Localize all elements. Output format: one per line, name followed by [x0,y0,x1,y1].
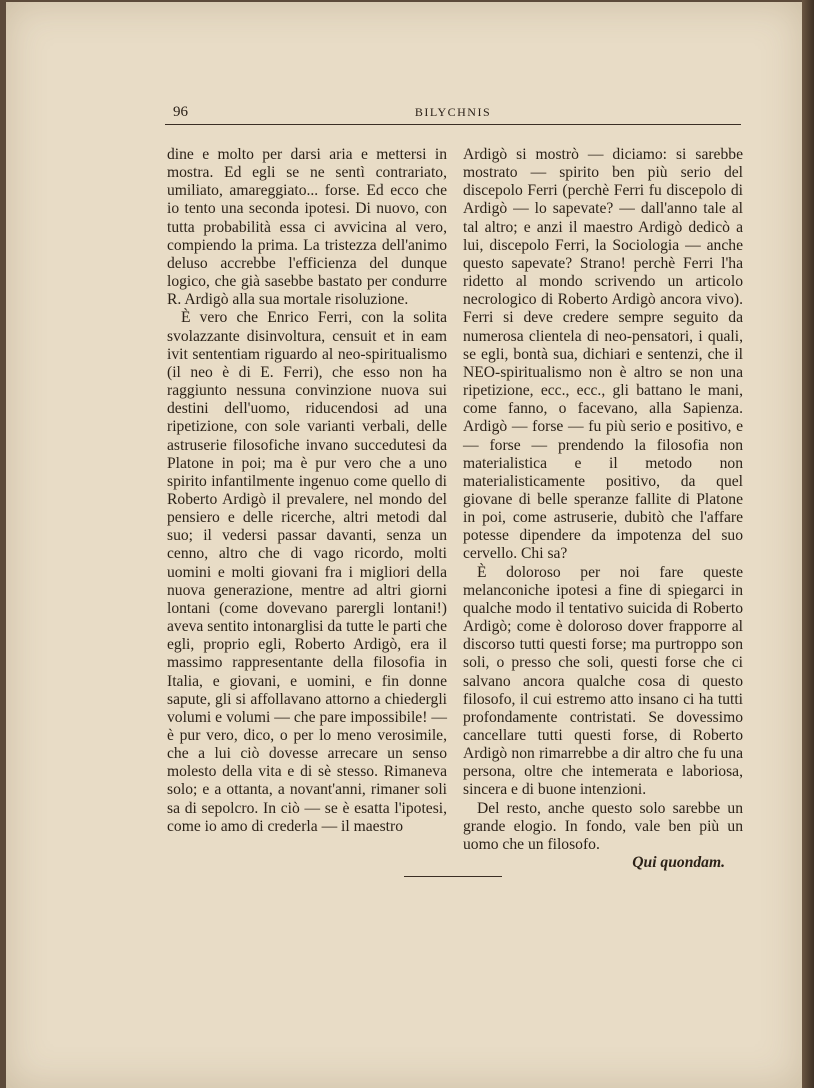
paragraph: Del resto, anche questo solo sarebbe un grande elogio. In fondo, vale ben più un uomo che un filosofo. [463,799,743,853]
paragraph: dine e molto per darsi aria e mettersi in mostra. Ed egli se ne sentì contrariato, umiliato, amareggiato... forse. Ed ecco che io tento una seconda ipotesi. Di nuovo, con tutta probabilità essa ci avvicina al vero, compiendo la prima. La tristezza dell'animo deluso accrebbe l'efficienza del dunque logico, che già sasebbe bastato per condurre R. Ardigò alla sua mortale risoluzione. [167,146,447,309]
left-column [167,146,447,836]
paragraph: Ardigò si mostrò — diciamo: si sarebbe mostrato — spirito ben più serio del discepolo Ferri (perchè Ferri fu discepolo di Ardigò — lo sapevate? — dall'anno tale al tal altro; e anzi il maestro Ardigò dedicò a lui, discepolo Ferri, la Sociologia — anche questo sapevate? Strano! perchè Ferri l'ha ridetto al mondo scrivendo un articolo necrologico di Roberto Ardigò ancora vivo). Ferri si deve credere sempre seguito da numerosa clientela di neo-pensatori, i quali, se egli, bontà sua, dichiari e sentenzi, che il NEO-spiritualismo non è altro se non una ripetizione, ecc., ecc., gli battano le mani, come fanno, o facevano, alla Sapienza. Ardigò — forse — fu più serio e positivo, e — forse — prendendo la filosofia non materialistica e il metodo non materialisticamente positivo, da quel giovane di belle speranze fallite di Platone in poi, come astruserie, dubitò che l'affare potesse dipendere da impotenza del suo cervello. Chi sa? [463,146,743,563]
paragraph: È vero che Enrico Ferri, con la solita svolazzante disinvoltura, censuit et in eam ivit sententiam riguardo al neo-spiritualismo (il neo è di E. Ferri), che esso non ha raggiunto nessuna convinzione nuova sui destini dell'uomo, riducendosi ad una ripetizione, con sole varianti verbali, delle astruserie filosofiche invano succedutesi da Platone in poi; ma è pur vero che a uno spirito infantilmente ingenuo come quello di Roberto Ardigò il prevalere, nel mondo del pensiero e delle ricerche, altri metodi dal suo; il vedersi passar davanti, senza un cenno, altro che di vago ricordo, molti uomini e molti giovani fra i migliori della nuova generazione, mentre ad altri giorni lontani (come dovevano parergli lontani!) aveva sentito intonarglisi da tutte le parti che egli, proprio egli, Roberto Ardigò, era il massimo rappresentante della filosofia in Italia, e giovani, e uomini, e fin donne sapute, gli si affollavano attorno a chiedergli volumi e volumi — che pare impossibile! — è pur vero, dico, o per lo meno verosimile, che a lui ciò dovesse arrecare un senso molesto della vita e di sè stesso. Rimaneva solo; e a ottanta, a novant'anni, rimaner soli sa di sepolcro. In ciò — se è esatta l'ipotesi, come io amo di crederla — il maestro [167,309,447,835]
paragraph: È doloroso per noi fare queste melanconiche ipotesi a fine di spiegarci in qualche modo il tentativo suicida di Roberto Ardigò; come è doloroso dover frapporre al discorso tutti questi forse; ma purtroppo son soli, o presso che soli, questi forse che ci salvano ancora qualche cosa di questo filosofo, il cui estremo atto insano ci ha tutti profondamente contristati. Se dovessimo cancellare tutti questi forse, di Roberto Ardigò non rimarrebbe a dir altro che fu una persona, oltre che intemerata e laboriosa, sincera e di buone intenzioni. [463,563,743,799]
journal-title: BILYCHNIS [414,105,492,119]
right-column [463,146,743,872]
page-header [165,104,741,125]
page-number: 96 [173,104,188,120]
page-edge [802,0,814,1088]
author-signature: Qui quondam. [632,854,725,872]
closing-rule [404,876,502,877]
